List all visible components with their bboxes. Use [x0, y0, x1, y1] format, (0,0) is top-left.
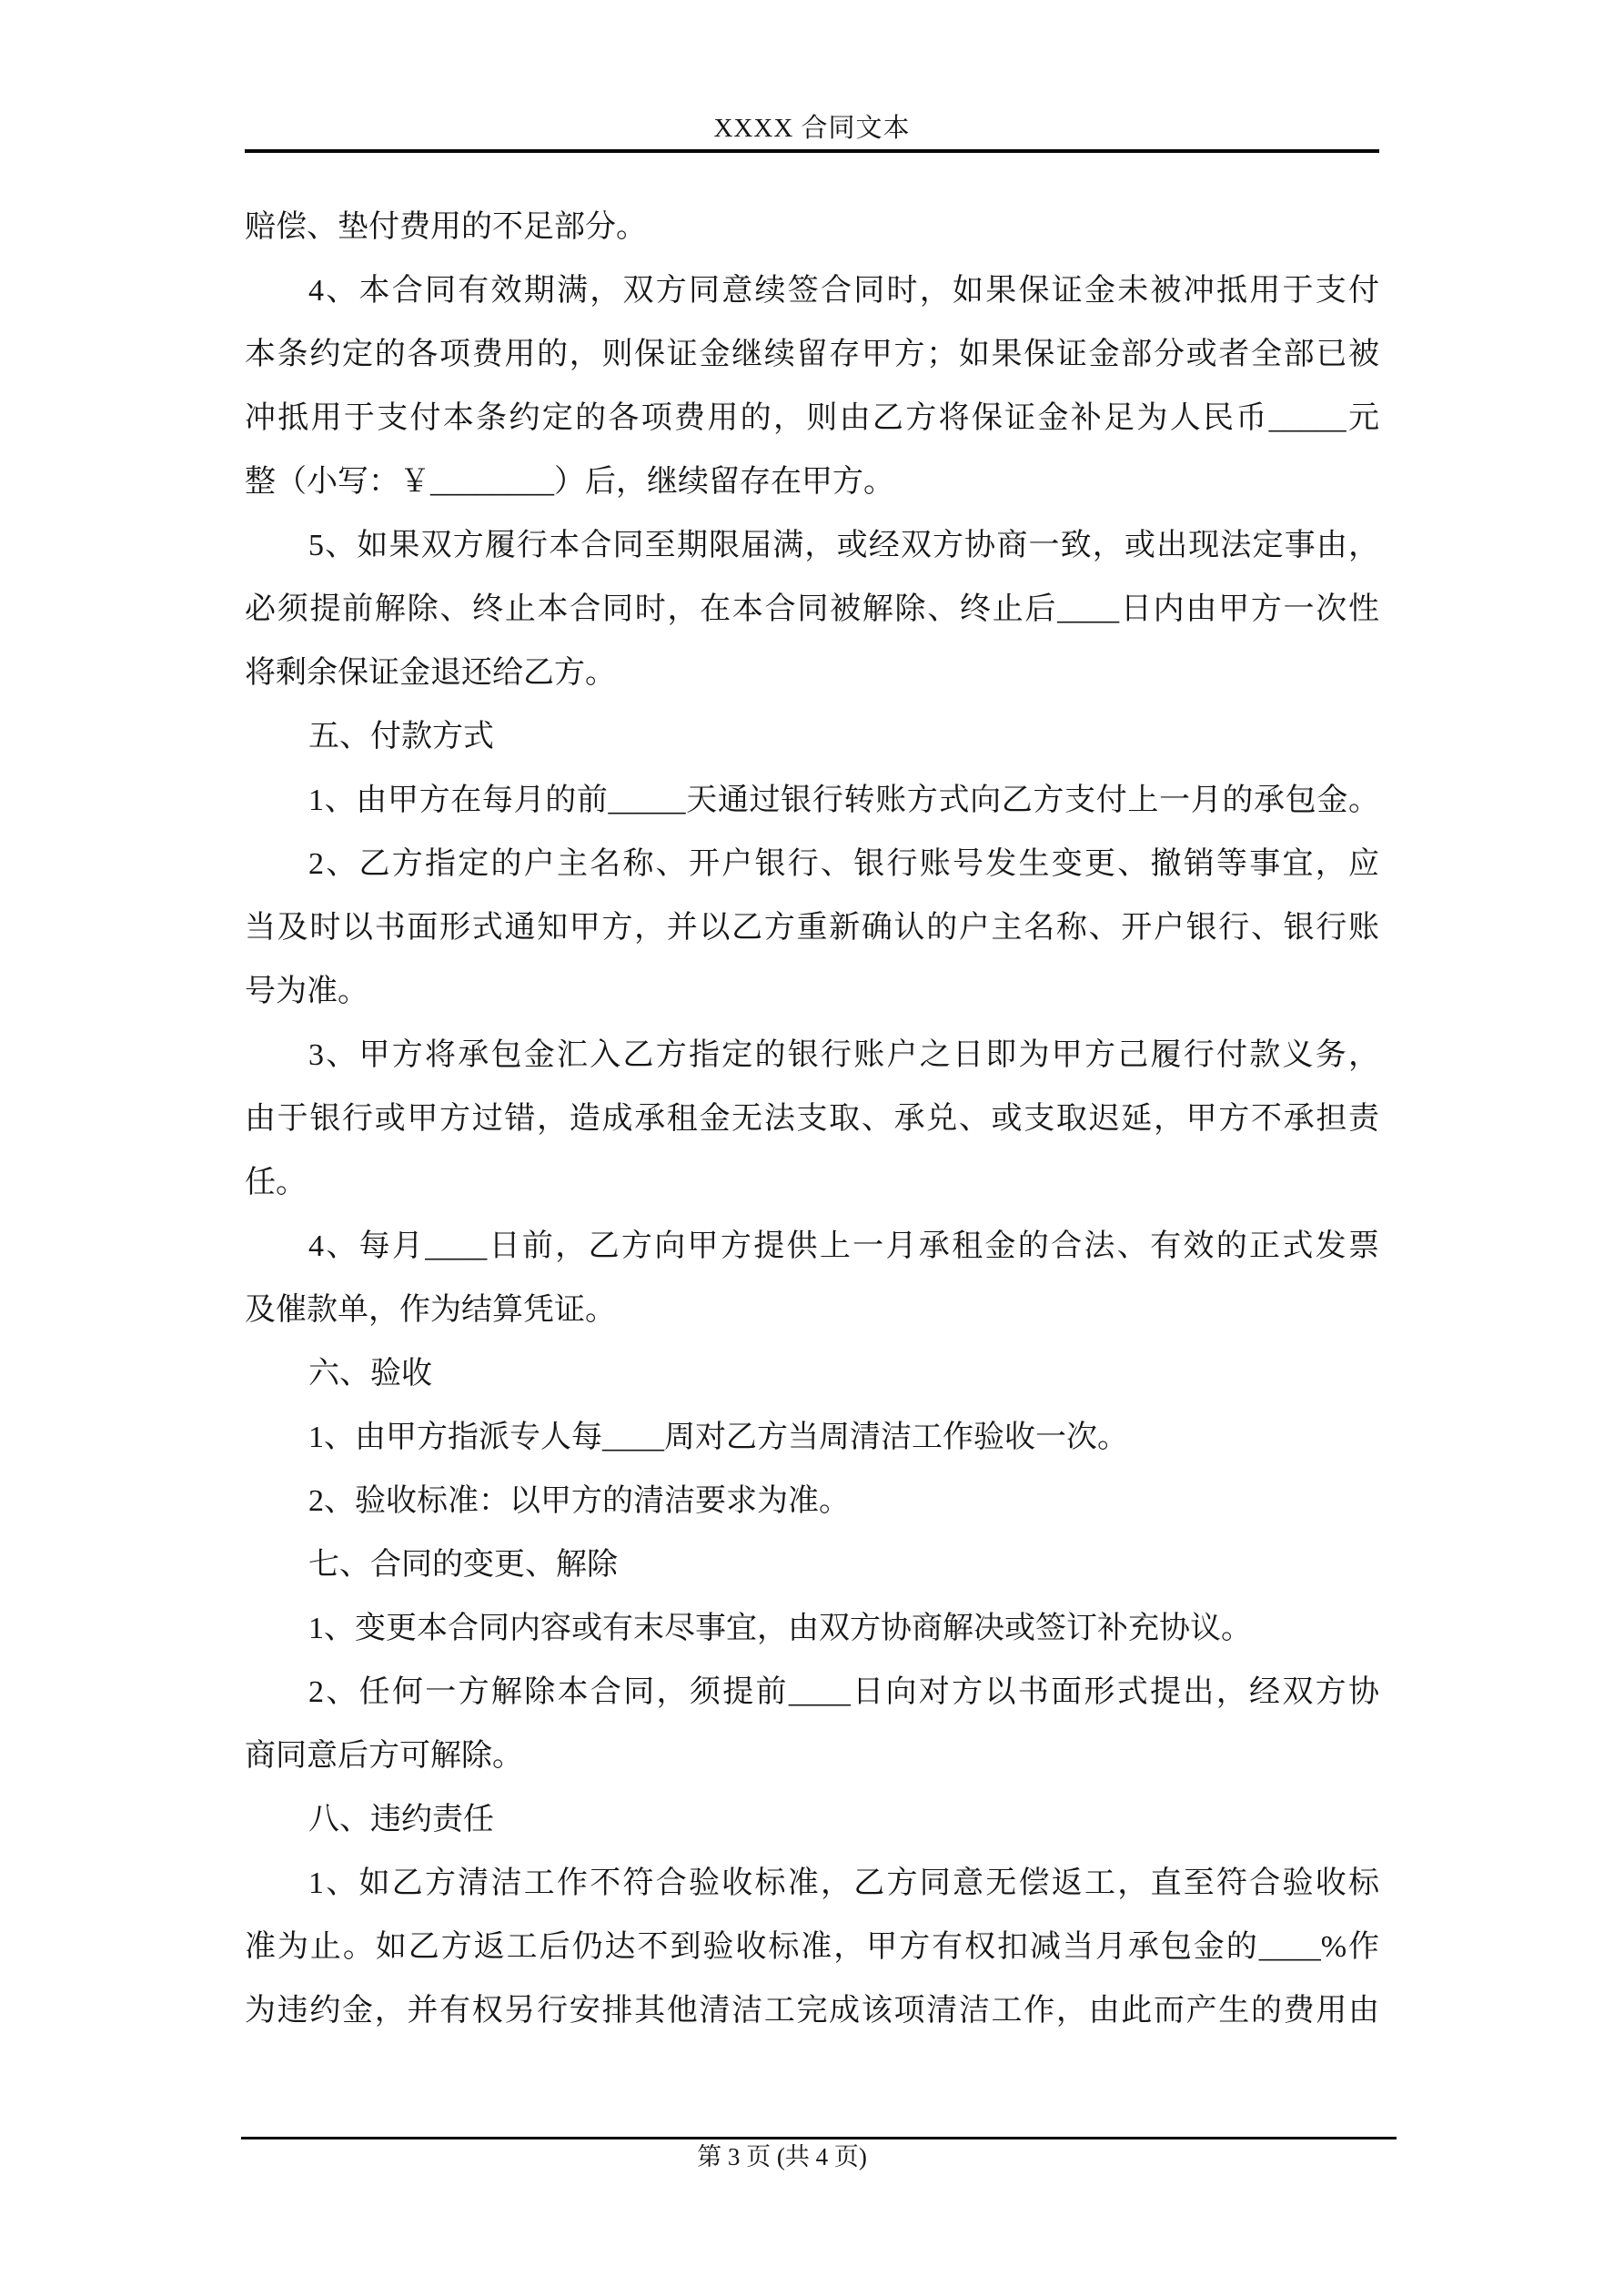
document-line: 本条约定的各项费用的，则保证金继续留存甲方；如果保证金部分或者全部已被: [245, 338, 1379, 371]
footer-rule: [241, 2137, 1397, 2139]
document-line: 号为准。: [245, 975, 368, 1008]
document-line: 及催款单，作为结算凭证。: [245, 1293, 616, 1327]
document-line: 当及时以书面形式通知甲方，并以乙方重新确认的户主名称、开户银行、银行账: [245, 911, 1379, 945]
document-line: 任。: [245, 1166, 307, 1199]
document-line: 由于银行或甲方过错，造成承租金无法支取、承兑、或支取迟延，甲方不承担责: [245, 1102, 1379, 1136]
document-line: 冲抵用于支付本条约定的各项费用的，则由乙方将保证金补足为人民币_____元: [245, 401, 1379, 435]
document-line: 将剩余保证金退还给乙方。: [245, 656, 616, 690]
document-line: 3、甲方将承包金汇入乙方指定的银行账户之日即为甲方己履行付款义务，: [308, 1038, 1379, 1072]
document-line: 为违约金，并有权另行安排其他清洁工完成该项清洁工作，由此而产生的费用由: [245, 1994, 1379, 2028]
header-rule: [245, 149, 1379, 153]
document-line: 赔偿、垫付费用的不足部分。: [245, 210, 647, 244]
document-line: 八、违约责任: [308, 1803, 494, 1836]
document-line: 商同意后方可解除。: [245, 1739, 523, 1773]
document-line: 五、付款方式: [308, 720, 494, 754]
document-line: 4、每月____日前，乙方向甲方提供上一月承租金的合法、有效的正式发票: [308, 1229, 1379, 1263]
document-line: 1、由甲方指派专人每____周对乙方当周清洁工作验收一次。: [308, 1421, 1128, 1454]
document-line: 准为止。如乙方返工后仍达不到验收标准，甲方有权扣减当月承包金的____%作: [245, 1930, 1379, 1964]
document-line: 1、如乙方清洁工作不符合验收标准，乙方同意无偿返工，直至符合验收标: [308, 1866, 1379, 1900]
page-number: 第 3 页 (共 4 页): [697, 2143, 867, 2170]
document-line: 4、本合同有效期满，双方同意续签合同时，如果保证金未被冲抵用于支付: [308, 274, 1379, 308]
document-line: 1、变更本合同内容或有末尽事宜，由双方协商解决或签订补充协议。: [308, 1612, 1252, 1645]
page-header-title: XXXX 合同文本: [713, 114, 911, 143]
document-line: 2、任何一方解除本合同，须提前____日向对方以书面形式提出，经双方协: [308, 1675, 1379, 1709]
document-line: 七、合同的变更、解除: [308, 1548, 618, 1582]
document-line: 1、由甲方在每月的前_____天通过银行转账方式向乙方支付上一月的承包金。: [308, 784, 1379, 817]
document-line: 整（小写：￥________）后，继续留存在甲方。: [245, 465, 894, 499]
document-line: 2、验收标准：以甲方的清洁要求为准。: [308, 1484, 850, 1518]
document-body: [245, 196, 1379, 2043]
document-line: 必须提前解除、终止本合同时，在本合同被解除、终止后____日内由甲方一次性: [245, 592, 1379, 626]
document-line: 2、乙方指定的户主名称、开户银行、银行账号发生变更、撤销等事宜，应: [308, 847, 1379, 881]
document-line: 5、如果双方履行本合同至期限届满，或经双方协商一致，或出现法定事由，: [308, 529, 1379, 562]
document-line: 六、验收: [308, 1357, 432, 1391]
